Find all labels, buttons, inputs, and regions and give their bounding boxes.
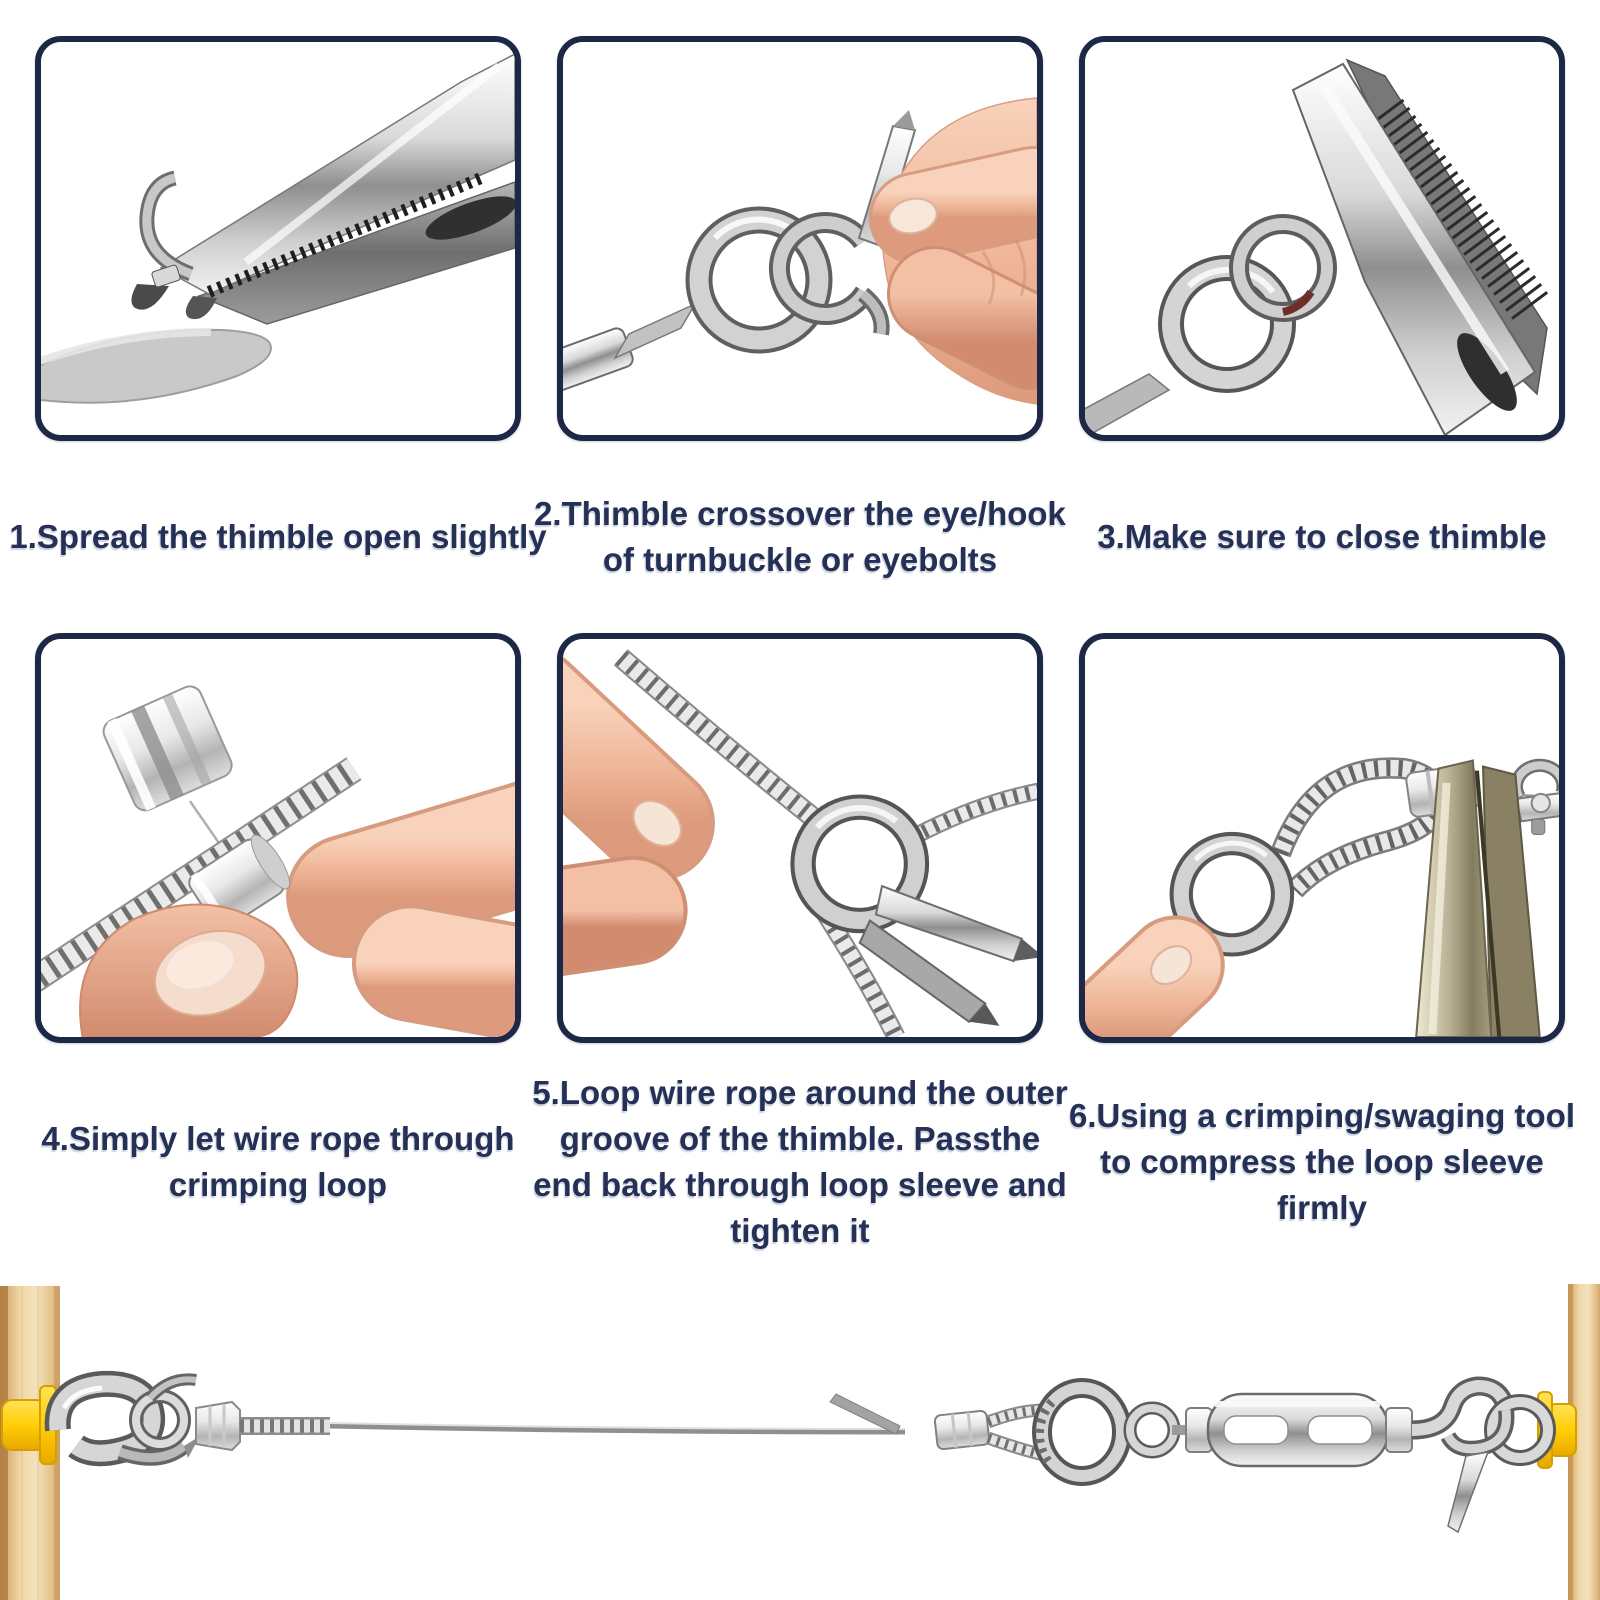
wire-rope-through-crimping-loop-sleeve-illustration [41, 639, 515, 1037]
assembly-diagram [0, 1280, 1600, 1600]
finished-wire-rope-assembly-illustration [0, 1280, 1600, 1600]
crimp-sleeve-right [934, 1410, 989, 1449]
step-6-photo [1079, 633, 1565, 1043]
step-2-caption: 2.Thimble crossover the eye/hook of turnbuckle or eyebolts [534, 495, 1066, 578]
step-5-photo [557, 633, 1043, 1043]
step-2-photo [557, 36, 1043, 441]
pliers-spreading-thimble-illustration [41, 42, 515, 435]
step-4-caption: 4.Simply let wire rope through crimping loop [41, 1119, 515, 1203]
crimping-tool-compressing-loop-sleeve-illustration [1085, 639, 1559, 1037]
step-1-caption: 1.Spread the thimble open slightly [9, 518, 547, 555]
wire-rope-looped-around-thimble-groove-illustration [563, 639, 1037, 1037]
step-3-photo [1079, 36, 1565, 441]
hand-crossing-thimble-over-turnbuckle-eye-illustration [563, 42, 1037, 435]
step-5-caption: 5.Loop wire rope around the outer groove of the thimble. Passthe end back through loop sleeve and tighten it [532, 1073, 1068, 1249]
pliers-closing-thimble-illustration [1085, 42, 1559, 435]
step-6-caption: 6.Using a crimping/swaging tool to compress the loop sleeve firmly [1068, 1096, 1576, 1226]
step-1-photo [35, 36, 521, 441]
step-3-caption: 3.Make sure to close thimble [1097, 518, 1547, 555]
step-4-photo [35, 633, 521, 1043]
